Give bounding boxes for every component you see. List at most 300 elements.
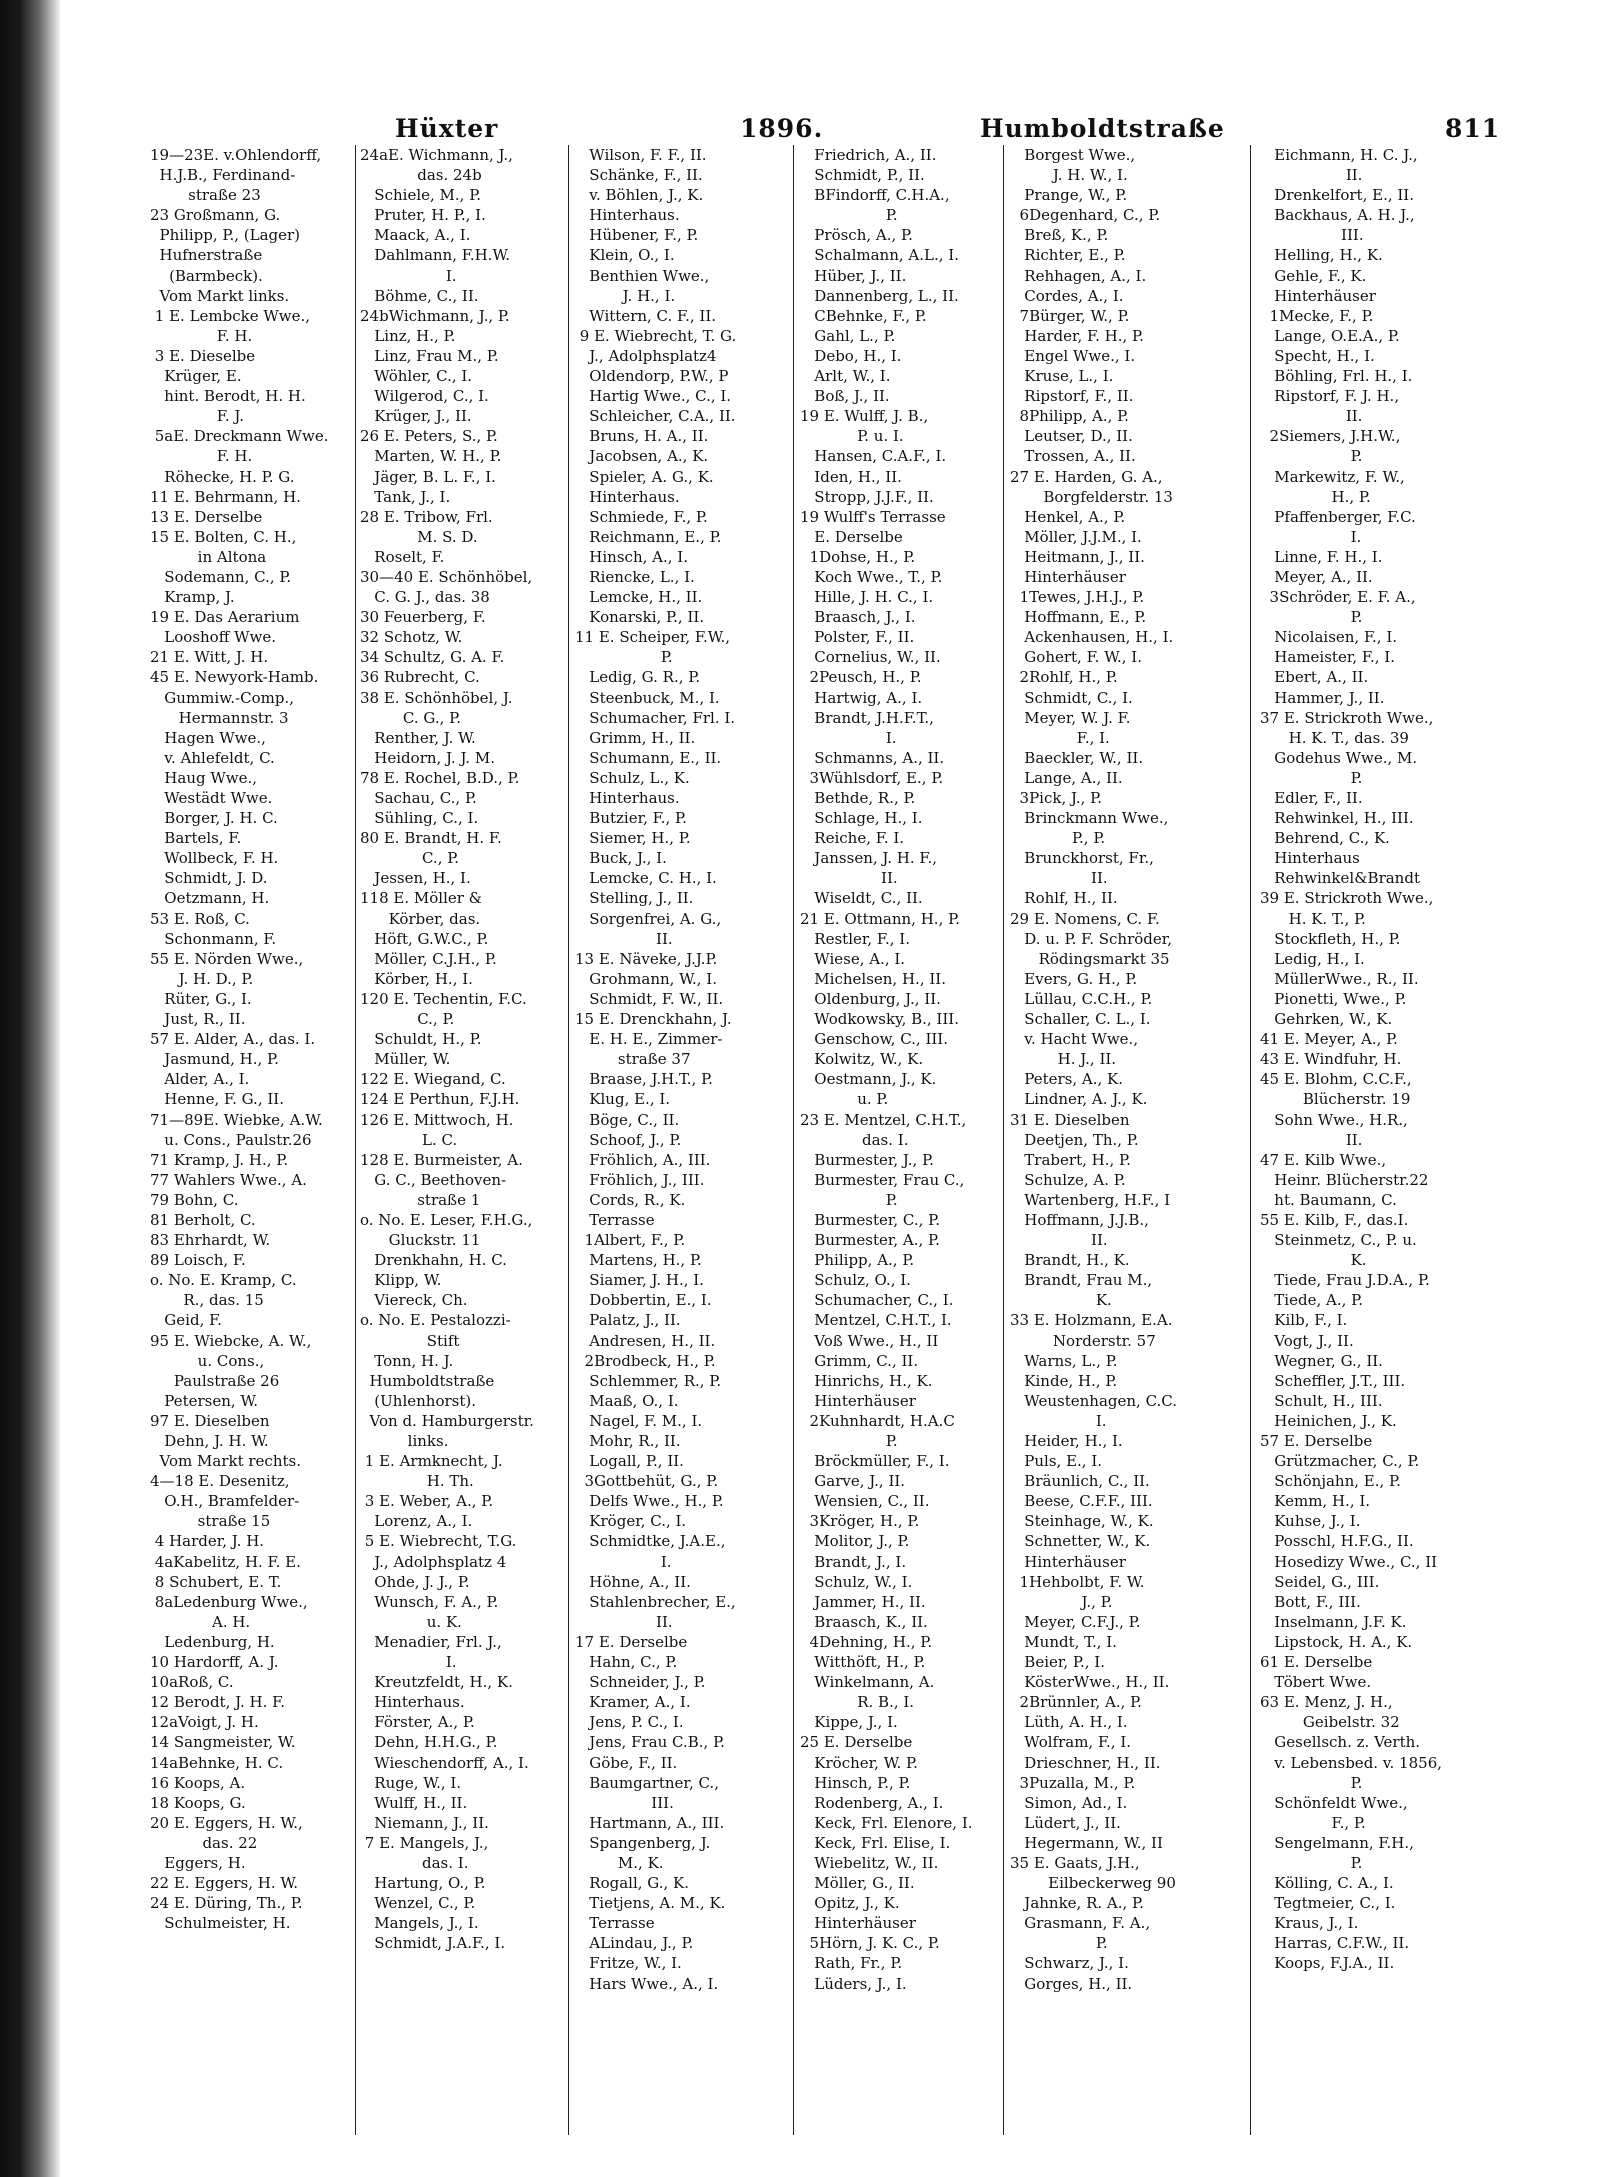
directory-line: Wilgerod, C., I. — [360, 387, 489, 406]
directory-line: Wöhler, C., I. — [360, 367, 473, 386]
directory-line: 22 E. Eggers, H. W. — [150, 1874, 298, 1893]
directory-line: 4Dehning, H., P. — [800, 1632, 933, 1651]
directory-line: Heider, H., I. — [1010, 1432, 1123, 1450]
directory-line: u. Cons., Paulstr.26 — [150, 1130, 312, 1149]
directory-line: Marten, W. H., P. — [360, 447, 502, 466]
directory-line: Dahlmann, F.H.W. — [360, 246, 511, 265]
directory-line: Kröger, C., I. — [575, 1512, 687, 1531]
directory-line: 37 E. Strickroth Wwe., — [1260, 708, 1434, 727]
directory-line: 31 E. Dieselben — [1010, 1110, 1130, 1129]
directory-line: Blücherstr. 19 — [1260, 1090, 1411, 1109]
directory-line: 4—18 E. Desenitz, — [150, 1472, 290, 1491]
directory-line: Schönfeldt Wwe., — [1260, 1793, 1408, 1812]
directory-line: Jessen, H., I. — [360, 869, 471, 888]
directory-column-6 — [1260, 145, 1470, 2135]
directory-line: Alder, A., I. — [150, 1070, 250, 1089]
directory-line: Harras, C.F.W., II. — [1260, 1934, 1410, 1953]
directory-line: H. K. T., P. — [1260, 909, 1366, 928]
directory-line: Lorenz, A., I. — [360, 1512, 473, 1531]
directory-line: Ledig, G. R., P. — [575, 668, 701, 687]
directory-line: I. — [360, 266, 457, 285]
directory-line: C. G. J., das. 38 — [360, 588, 490, 607]
directory-line: J., Adolphsplatz4 — [575, 346, 717, 365]
directory-line: Braasch, K., II. — [800, 1612, 928, 1631]
directory-column-5 — [1010, 145, 1220, 2135]
directory-line: G. C., Beethoven- — [360, 1170, 507, 1189]
directory-line: Drenkhahn, H. C. — [360, 1251, 507, 1270]
directory-line: Sodemann, C., P. — [150, 567, 292, 586]
directory-line: Koops, F.J.A., II. — [1260, 1954, 1395, 1973]
directory-line: Hermannstr. 3 — [150, 708, 289, 727]
directory-line: 15 E. Bolten, C. H., — [150, 527, 297, 546]
directory-line: Mangels, J., I. — [360, 1914, 479, 1933]
directory-line: Wittern, C. F., II. — [575, 306, 717, 325]
directory-line: 4 Harder, J. H. — [150, 1532, 265, 1551]
directory-line: 3Schröder, E. F. A., — [1260, 588, 1416, 607]
directory-line: Schumacher, Frl. I. — [575, 708, 736, 727]
directory-line: Geid, F. — [150, 1311, 222, 1330]
directory-line: Wensien, C., II. — [800, 1492, 930, 1511]
directory-line: 8Philipp, A., P. — [1010, 407, 1129, 426]
directory-line: 5Hörn, J. K. C., P. — [800, 1934, 940, 1953]
directory-line: Jäger, B. L. F., I. — [360, 467, 496, 486]
directory-line: 1Dohse, H., P. — [800, 547, 916, 566]
directory-line: P. — [1260, 447, 1363, 466]
directory-line: 33 E. Holzmann, E.A. — [1010, 1311, 1173, 1330]
directory-line: Steenbuck, M., I. — [575, 688, 720, 707]
directory-line: Beier, P., I. — [1010, 1653, 1105, 1672]
directory-line: Heinr. Blücherstr.22 — [1260, 1170, 1429, 1189]
directory-line: Martens, H., P. — [575, 1251, 702, 1270]
directory-line: 2Peusch, H., P. — [800, 668, 922, 687]
directory-line: Humboldtstraße — [360, 1371, 495, 1390]
directory-line: K. — [1010, 1291, 1112, 1310]
directory-line: KösterWwe., H., II. — [1010, 1673, 1170, 1692]
directory-line: Baeckler, W., II. — [1010, 748, 1144, 767]
directory-line: 12aVoigt, J. H. — [150, 1713, 259, 1732]
directory-line: Meyer, A., II. — [1260, 567, 1373, 586]
directory-line: Hille, J. H. C., I. — [800, 588, 934, 607]
directory-line: Schonmann, F. — [150, 929, 277, 948]
directory-line: Hufnerstraße — [150, 246, 263, 265]
directory-line: 19 Wulff's Terrasse — [800, 507, 946, 526]
directory-line: Heinichen, J., K. — [1260, 1411, 1397, 1430]
directory-line: Andresen, H., II. — [575, 1331, 716, 1350]
directory-line: Genschow, C., III. — [800, 1030, 949, 1049]
directory-line: Keck, Frl. Elenore, I. — [800, 1813, 973, 1832]
directory-line: Jacobsen, A., K. — [575, 447, 709, 466]
directory-line: in Altona — [150, 547, 267, 566]
directory-line: Wodkowsky, B., III. — [800, 1010, 959, 1029]
directory-line: Körber, das. — [360, 909, 481, 928]
directory-line: Borgest Wwe., — [1010, 146, 1136, 164]
directory-line: Wegner, G., II. — [1260, 1351, 1383, 1370]
directory-line: Schumacher, C., I. — [800, 1291, 954, 1310]
directory-line: 3 E. Dieselbe — [150, 346, 256, 365]
directory-line: Töbert Wwe. — [1260, 1673, 1372, 1692]
directory-line: Höft, G.W.C., P. — [360, 929, 489, 948]
directory-line: 79 Bohn, C. — [150, 1190, 239, 1209]
directory-line: 3Puzalla, M., P. — [1010, 1773, 1136, 1792]
directory-line: Trabert, H., P. — [1010, 1150, 1131, 1169]
directory-line: 55 E. Nörden Wwe., — [150, 949, 304, 968]
directory-line: Rehwinkel, H., III. — [1260, 809, 1414, 828]
directory-line: Ledenburg, H. — [150, 1632, 275, 1651]
directory-line: Grimm, H., II. — [575, 728, 696, 747]
directory-line: Petersen, W. — [150, 1391, 259, 1410]
directory-line: Trossen, A., II. — [1010, 447, 1136, 466]
directory-line: Just, R., II. — [150, 1010, 246, 1029]
directory-line: Helling, H., K. — [1260, 246, 1383, 265]
directory-line: 16 Koops, A. — [150, 1773, 246, 1792]
directory-line: Möller, G., II. — [800, 1874, 915, 1893]
directory-line: Jahnke, R. A., P. — [1010, 1894, 1144, 1913]
directory-line: Schiele, M., P. — [360, 186, 482, 205]
directory-line: Inselmann, J.F. K. — [1260, 1612, 1407, 1631]
directory-line: 34 Schultz, G. A. F. — [360, 648, 505, 667]
directory-line: 11 E. Behrmann, H. — [150, 487, 301, 506]
directory-line: Lemcke, C. H., I. — [575, 869, 717, 888]
directory-line: Geibelstr. 32 — [1260, 1713, 1400, 1732]
directory-line: Burmester, C., P. — [800, 1210, 940, 1229]
directory-line: Sorgenfrei, A. G., — [575, 909, 722, 928]
directory-line: Hüber, J., II. — [800, 266, 907, 285]
directory-line: Fröhlich, A., III. — [575, 1150, 711, 1169]
directory-line: Dehn, J. H. W. — [150, 1432, 269, 1450]
directory-line: u. K. — [360, 1612, 462, 1631]
directory-line: 29 E. Nomens, C. F. — [1010, 909, 1160, 928]
directory-line: Hoffmann, E., P. — [1010, 608, 1147, 627]
directory-line: Gohert, F. W., I. — [1010, 648, 1142, 667]
directory-line: Schaller, C. L., I. — [1010, 1010, 1151, 1029]
directory-line: Gehrken, W., K. — [1260, 1010, 1393, 1029]
directory-line: v. Hacht Wwe., — [1010, 1030, 1139, 1049]
directory-line: v. Ahlefeldt, C. — [150, 748, 275, 767]
directory-line: das. 24b — [360, 166, 482, 185]
directory-line: Schmidtke, J.A.E., — [575, 1532, 726, 1551]
directory-line: Janssen, J. H. F., — [800, 849, 937, 868]
directory-line: Engel Wwe., I. — [1010, 346, 1136, 365]
directory-line: Vogt, J., II. — [1260, 1331, 1354, 1350]
directory-line: II. — [1260, 407, 1363, 426]
directory-line: (Uhlenhorst). — [360, 1391, 477, 1410]
directory-line: Cornelius, W., II. — [800, 648, 941, 667]
directory-line: Rehwinkel&Brandt — [1260, 869, 1420, 888]
directory-line: Jasmund, H., P. — [150, 1050, 279, 1069]
directory-line: Burmester, J., P. — [800, 1150, 934, 1169]
directory-line: Wiese, A., I. — [800, 949, 906, 968]
directory-line: (Barmbeck). — [150, 266, 263, 285]
directory-line: 8aLedenburg Wwe., — [150, 1592, 308, 1611]
column-rule — [1250, 145, 1251, 2135]
directory-line: P., P. — [1010, 829, 1106, 848]
directory-line: 21 E. Ottmann, H., P. — [800, 909, 960, 928]
directory-line: Hoffmann, J.J.B., — [1010, 1210, 1149, 1229]
directory-line: Drieschner, H., II. — [1010, 1753, 1161, 1772]
directory-line: Wenzel, C., P. — [360, 1894, 476, 1913]
directory-line: Rüter, G., I. — [150, 989, 252, 1008]
directory-line: 1 E. Armknecht, J. — [360, 1452, 503, 1471]
directory-line: Meyer, W. J. F. — [1010, 708, 1131, 727]
directory-line: Schmidt, C., I. — [1010, 688, 1133, 707]
directory-line: 41 E. Meyer, A., P. — [1260, 1030, 1398, 1049]
directory-line: Specht, H., I. — [1260, 346, 1375, 365]
directory-line: o. No. E. Pestalozzi- — [360, 1311, 511, 1330]
directory-line: Rogall, G., K. — [575, 1874, 690, 1893]
directory-line: Klug, E., I. — [575, 1090, 671, 1109]
directory-line: Gahl, L., P. — [800, 326, 896, 345]
directory-line: P. — [1010, 1934, 1108, 1953]
directory-line: Sohn Wwe., H.R., — [1260, 1110, 1408, 1129]
directory-line: 71 Kramp, J. H., P. — [150, 1150, 289, 1169]
directory-line: Philipp, A., P. — [800, 1251, 915, 1270]
directory-line: Hinsch, A., I. — [575, 547, 688, 566]
directory-line: H. K. T., das. 39 — [1260, 728, 1409, 747]
directory-line: Schult, H., III. — [1260, 1391, 1383, 1410]
directory-line: Bruns, H. A., II. — [575, 427, 709, 446]
directory-line: Rödingsmarkt 35 — [1010, 949, 1170, 968]
directory-line: II. — [800, 869, 898, 888]
directory-line: Tietjens, A. M., K. — [575, 1894, 726, 1913]
directory-line: 81 Berholt, C. — [150, 1210, 256, 1229]
directory-line: straße 23 — [150, 186, 261, 205]
directory-line: Looshoff Wwe. — [150, 628, 277, 647]
directory-line: 8 Schubert, E. T. — [150, 1572, 282, 1591]
directory-line: Boß, J., II. — [800, 387, 890, 406]
directory-line: Bröckmüller, F., I. — [800, 1452, 950, 1471]
directory-line: 9 E. Wiebrecht, T. G. — [575, 326, 737, 345]
directory-line: Sühling, C., I. — [360, 809, 479, 828]
directory-line: 23 E. Mentzel, C.H.T., — [800, 1110, 967, 1129]
directory-line: 10aRoß, C. — [150, 1673, 234, 1692]
directory-line: Witthöft, H., P. — [800, 1653, 926, 1672]
directory-line: Linne, F. H., I. — [1260, 547, 1383, 566]
directory-line: Schmanns, A., II. — [800, 748, 945, 767]
directory-line: Weustenhagen, C.C. — [1010, 1391, 1177, 1410]
directory-line: I. — [1010, 1411, 1107, 1430]
directory-line: O.H., Bramfelder- — [150, 1492, 300, 1511]
directory-line: 39 E. Strickroth Wwe., — [1260, 889, 1434, 908]
directory-line: Schulz, O., I. — [800, 1271, 911, 1290]
directory-line: Godehus Wwe., M. — [1260, 748, 1418, 767]
directory-line: Opitz, J., K. — [800, 1894, 900, 1913]
directory-line: Oldendorp, P.W., P — [575, 367, 729, 386]
directory-line: Kramer, A., I. — [575, 1693, 691, 1712]
directory-line: J., P. — [1010, 1592, 1113, 1611]
directory-line: 36 Rubrecht, C. — [360, 668, 480, 687]
directory-line: Wunsch, F. A., P. — [360, 1592, 499, 1611]
directory-line: Behrend, C., K. — [1260, 829, 1390, 848]
directory-line: Lüdert, J., II. — [1010, 1813, 1121, 1832]
directory-line: das. I. — [800, 1130, 909, 1149]
directory-line: Schulz, L., K. — [575, 768, 690, 787]
directory-line: Krüger, J., II. — [360, 407, 472, 426]
directory-line: 30—40 E. Schönhöbel, — [360, 567, 533, 586]
directory-line: D. u. P. F. Schröder, — [1010, 929, 1173, 948]
directory-line: 61 E. Derselbe — [1260, 1653, 1373, 1672]
directory-line: Riencke, L., I. — [575, 567, 695, 586]
directory-line: Schneider, J., P. — [575, 1673, 706, 1692]
directory-line: 24bWichmann, J., P. — [360, 306, 510, 325]
directory-line: Palatz, J., II. — [575, 1311, 681, 1330]
directory-line: Hartung, O., P. — [360, 1874, 486, 1893]
directory-line: Hinterhäuser — [800, 1391, 916, 1410]
column-rule — [793, 145, 794, 2135]
directory-line: 26 E. Peters, S., P. — [360, 427, 498, 446]
directory-line: 89 Loisch, F. — [150, 1251, 246, 1270]
directory-line: E. Derselbe — [800, 527, 903, 546]
directory-line: hint. Berodt, H. H. — [150, 387, 306, 406]
directory-line: 19 E. Wulff, J. B., — [800, 407, 929, 426]
directory-line: Richter, E., P. — [1010, 246, 1126, 265]
directory-line: Brandt, Frau M., — [1010, 1271, 1153, 1290]
directory-line: Schalmann, A.L., I. — [800, 246, 959, 265]
directory-line: Markewitz, F. W., — [1260, 467, 1405, 486]
directory-line: 14aBehnke, H. C. — [150, 1753, 284, 1772]
directory-line: 3 E. Weber, A., P. — [360, 1492, 494, 1511]
directory-line: Kuhse, J., I. — [1260, 1512, 1361, 1531]
directory-line: Müller, W. — [360, 1050, 451, 1069]
directory-line: Schuldt, H., P. — [360, 1030, 482, 1049]
directory-line: II. — [1010, 1231, 1108, 1250]
directory-line: Viereck, Ch. — [360, 1291, 468, 1310]
directory-line: Lipstock, H. A., K. — [1260, 1632, 1413, 1651]
directory-line: 57 E. Derselbe — [1260, 1432, 1373, 1450]
directory-line: Maaß, O., I. — [575, 1391, 679, 1410]
directory-line: Hinrichs, H., K. — [800, 1371, 933, 1390]
directory-line: Molitor, J., P. — [800, 1532, 910, 1551]
directory-line: 126 E. Mittwoch, H. — [360, 1110, 514, 1129]
directory-line: Oldenburg, J., II. — [800, 989, 941, 1008]
directory-line: Schmiede, F., P. — [575, 507, 708, 526]
directory-line: Stockfleth, H., P. — [1260, 929, 1401, 948]
directory-line: II. — [1010, 869, 1108, 888]
directory-line: Siamer, J. H., I. — [575, 1271, 704, 1290]
directory-line: Harder, F. H., P. — [1010, 326, 1144, 345]
directory-line: Gluckstr. 11 — [360, 1231, 481, 1250]
directory-line: Prange, W., P. — [1010, 186, 1128, 205]
directory-line: Iden, H., II. — [800, 467, 902, 486]
directory-line: Lemcke, H., II. — [575, 588, 703, 607]
directory-line: Polster, F., II. — [800, 628, 915, 647]
directory-line: R., das. 15 — [150, 1291, 264, 1310]
directory-line: Höhne, A., II. — [575, 1572, 691, 1591]
directory-line: Lindner, A. J., K. — [1010, 1090, 1148, 1109]
directory-line: Reichmann, E., P. — [575, 527, 722, 546]
directory-line: Rehhagen, A., I. — [1010, 266, 1147, 285]
right-running-title: Humboldtstraße — [980, 114, 1225, 143]
directory-line: Hansen, C.A.F., I. — [800, 447, 947, 466]
directory-line: H.J.B., Ferdinand- — [150, 166, 296, 185]
directory-line: Rath, Fr., P. — [800, 1954, 903, 1973]
directory-line: Ohde, J. J., P. — [360, 1572, 470, 1591]
directory-line: Schnetter, W., K. — [1010, 1532, 1151, 1551]
directory-line: Kinde, H., P. — [1010, 1371, 1118, 1390]
directory-line: Norderstr. 57 — [1010, 1331, 1156, 1350]
directory-line: straße 37 — [575, 1050, 691, 1069]
directory-line: 13 E. Näveke, J.J.P. — [575, 949, 718, 968]
directory-line: Konarski, P., II. — [575, 608, 705, 627]
directory-line: Gehle, F., K. — [1260, 266, 1367, 285]
directory-line: M., K. — [575, 1853, 664, 1872]
directory-line: Nagel, F. M., I. — [575, 1411, 703, 1430]
directory-line: Schulmeister, H. — [150, 1914, 291, 1933]
directory-line: 45 E. Newyork-Hamb. — [150, 668, 319, 687]
directory-line: Schmidt, P., II. — [800, 166, 925, 185]
directory-line: 1Hehbolbt, F. W. — [1010, 1572, 1145, 1591]
directory-line: Kraus, J., I. — [1260, 1914, 1359, 1933]
directory-line: Seidel, G., III. — [1260, 1572, 1380, 1591]
directory-line: Pruter, H. P., I. — [360, 206, 486, 225]
year-label: 1896. — [740, 114, 824, 143]
directory-line: Hinterhaus. — [575, 789, 680, 807]
directory-line: Schwarz, J., I. — [1010, 1954, 1129, 1973]
directory-line: Scheffler, J.T., III. — [1260, 1371, 1406, 1390]
directory-line: Beese, C.F.F., III. — [1010, 1492, 1153, 1511]
directory-line: Westädt Wwe. — [150, 789, 273, 807]
directory-line: Schulz, W., I. — [800, 1572, 913, 1591]
directory-line: 118 E. Möller & — [360, 889, 483, 908]
directory-line: Schmidt, F. W., II. — [575, 989, 724, 1008]
directory-line: Kemm, H., I. — [1260, 1492, 1371, 1511]
directory-line: Spangenberg, J. — [575, 1833, 711, 1852]
directory-line: ht. Baumann, C. — [1260, 1190, 1397, 1209]
directory-line: M. S. D. — [360, 527, 478, 546]
directory-line: Burmester, A., P. — [800, 1231, 940, 1250]
directory-line: Möller, C.J.H., P. — [360, 949, 497, 968]
directory-line: Schlemmer, R., P. — [575, 1371, 722, 1390]
directory-line: P. — [800, 1190, 898, 1209]
directory-line: C. G., P. — [360, 708, 461, 727]
directory-line: Mentzel, C.H.T., I. — [800, 1311, 952, 1330]
directory-line: Schönjahn, E., P. — [1260, 1472, 1401, 1491]
directory-line: Baumgartner, C., — [575, 1773, 719, 1792]
directory-line: I. — [575, 1552, 672, 1571]
book-binding-edge — [0, 0, 60, 2177]
directory-line: 14 Sangmeister, W. — [150, 1733, 296, 1752]
directory-line: Backhaus, A. H. J., — [1260, 206, 1415, 225]
directory-line: 23 Großmann, G. — [150, 206, 281, 225]
directory-line: 2Rohlf, H., P. — [1010, 668, 1118, 687]
directory-line: C., P. — [360, 849, 460, 868]
directory-line: Breß, K., P. — [1010, 226, 1109, 245]
directory-line: P. — [1260, 608, 1363, 627]
directory-line: Nicolaisen, F., I. — [1260, 628, 1398, 647]
directory-line: Jens, P. C., I. — [575, 1713, 684, 1732]
directory-line: Hammer, J., II. — [1260, 688, 1385, 707]
directory-line: Linz, Frau M., P. — [360, 346, 499, 365]
directory-line: I. — [800, 728, 897, 747]
directory-line: Grützmacher, C., P. — [1260, 1452, 1420, 1471]
directory-line: Garve, J., II. — [800, 1472, 906, 1491]
directory-line: straße 15 — [150, 1512, 271, 1531]
directory-line: Hinterhaus. — [360, 1693, 465, 1712]
directory-line: v. Böhlen, J., K. — [575, 186, 704, 205]
directory-line: Renther, J. W. — [360, 728, 476, 747]
directory-line: Tegtmeier, C., I. — [1260, 1894, 1396, 1913]
directory-line: P. u. I. — [800, 427, 904, 446]
directory-line: Ripstorf, F., II. — [1010, 387, 1134, 406]
directory-line: Cords, R., K. — [575, 1190, 686, 1209]
directory-line: straße 1 — [360, 1190, 481, 1209]
directory-line: Delfs Wwe., H., P. — [575, 1492, 724, 1511]
directory-line: Lüth, A. H., I. — [1010, 1713, 1128, 1732]
directory-line: II. — [575, 929, 673, 948]
directory-line: 43 E. Windfuhr, H. — [1260, 1050, 1402, 1069]
directory-line: F. H. — [150, 447, 253, 466]
directory-line: F. H. — [150, 326, 253, 345]
directory-line: Posschl, H.F.G., II. — [1260, 1532, 1414, 1551]
